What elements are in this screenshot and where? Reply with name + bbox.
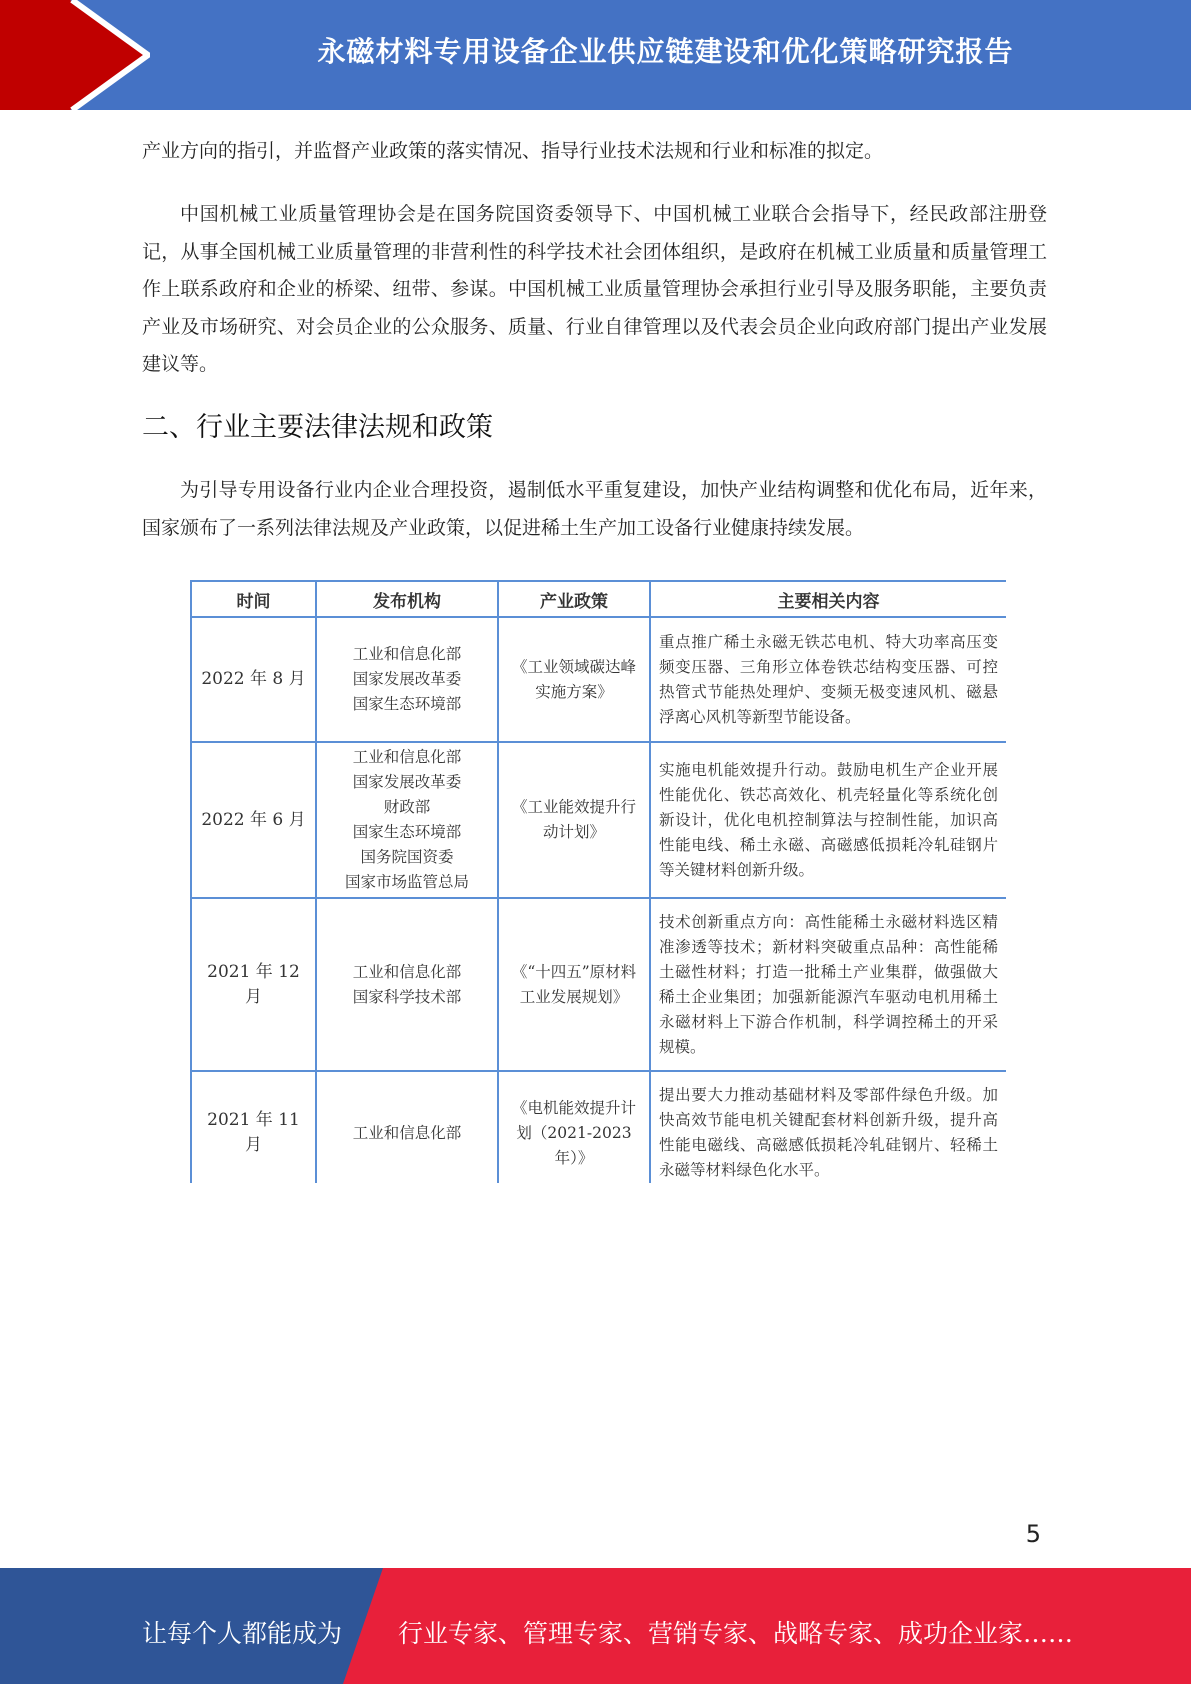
column-header-content: 主要相关内容 [650,581,1006,617]
paragraph-1: 产业方向的指引，并监督产业政策的落实情况、指导行业技术法规和行业和标准的拟定。 [142,140,884,162]
table-row [191,898,1006,1071]
agency-name: 工业和信息化部 [352,962,462,981]
table-row [191,742,1006,898]
cell-policy: 《电机能效提升计划（2021-2023年）》 [498,1071,650,1183]
column-header-time: 时间 [191,581,316,617]
paragraph-3: 为引导专用设备行业内企业合理投资，遏制低水平重复建设，加快产业结构调整和优化布局，近年来，国家颁布了一系列法律法规及产业政策，以促进稀土生产加工设备行业健康持续发展。 [142,479,1047,539]
cell-time: 2022 年 8 月 [191,617,316,742]
cell-content: 技术创新重点方向：高性能稀土永磁材料选区精准渗透等技术；新材料突破重点品种：高性能稀土磁性材料；打造一批稀土产业集群，做强做大稀土企业集团；加强新能源汽车驱动电机用稀土永磁材料上下游合作机制，科学调控稀土的开采规模。 [650,898,1006,1071]
agency-name: 国家市场监管总局 [344,873,469,891]
footer-slogan-right: 行业专家、管理专家、营销专家、战略专家、成功企业家…… [398,1619,1074,1648]
cell-policy: 《工业能效提升行动计划》 [498,742,650,898]
header-arrow-shape [0,0,150,110]
agency-name: 财政部 [383,798,431,816]
agency-name: 国家生态环境部 [352,695,462,713]
cell-policy: 《工业领域碳达峰实施方案》 [498,617,650,742]
cell-content: 实施电机能效提升行动。鼓励电机生产企业开展性能优化、铁芯高效化、机壳轻量化等系统化创新设计，优化电机控制算法与控制性能，加识高性能电线、稀土永磁、高磁感低损耗冷轧硅钢片等关键材料创新升级。 [650,742,1006,898]
cell-agency [316,617,498,742]
cell-agency [316,898,498,1071]
agency-name: 国务院国资委 [360,848,454,866]
cell-content: 提出要大力推动基础材料及零部件绿色升级。加快高效节能电机关键配套材料创新升级，提升高性能电磁线、高磁感低损耗冷轧硅钢片、轻稀土永磁等材料绿色化水平。 [650,1071,1006,1183]
table-row [191,1071,1006,1183]
paragraph-2: 中国机械工业质量管理协会是在国务院国资委领导下、中国机械工业联合会指导下，经民政部注册登记，从事全国机械工业质量管理的非营利性的科学技术社会团体组织，是政府在机械工业质量和质量管理工作上联系政府和企业的桥梁、纽带、参谋。中国机械工业质量管理协会承担行业引导及服务职能，主要负责产业及市场研究、对会员企业的公众服务、质量、行业自律管理以及代表会员企业向政府部门提出产业发展建议等。 [142,203,1047,375]
table-row [191,617,1006,742]
agency-name: 国家发展改革委 [352,773,462,791]
cell-content: 重点推广稀土永磁无铁芯电机、特大功率高压变频变压器、三角形立体卷铁芯结构变压器、可控热管式节能热处理炉、变频无极变速风机、磁悬浮离心风机等新型节能设备。 [650,617,1006,742]
agency-name: 工业和信息化部 [352,1123,462,1142]
footer-slogan-left: 让每个人都能成为 [142,1619,343,1648]
cell-time: 2021 年 12 月 [191,898,316,1071]
policy-table [190,580,1006,1183]
cell-agency [316,742,498,898]
page-footer [0,1568,1191,1684]
section-heading: 二、行业主要法律法规和政策 [142,412,493,443]
column-header-agency: 发布机构 [316,581,498,617]
agency-name: 国家发展改革委 [352,670,462,688]
cell-policy: 《“十四五”原材料工业发展规划》 [498,898,650,1071]
cell-agency [316,1071,498,1183]
column-header-policy: 产业政策 [498,581,650,617]
report-title: 永磁材料专用设备企业供应链建设和优化策略研究报告 [317,35,1014,68]
page-number: 5 [1025,1520,1041,1548]
policy-table-container [190,580,1006,1183]
table-header-row [191,581,1006,617]
cell-time: 2021 年 11 月 [191,1071,316,1183]
agency-name: 工业和信息化部 [352,748,462,766]
agency-name: 国家科学技术部 [352,987,462,1006]
agency-name: 工业和信息化部 [352,645,462,663]
page-header [0,0,1191,110]
cell-time: 2022 年 6 月 [191,742,316,898]
agency-name: 国家生态环境部 [352,823,462,841]
